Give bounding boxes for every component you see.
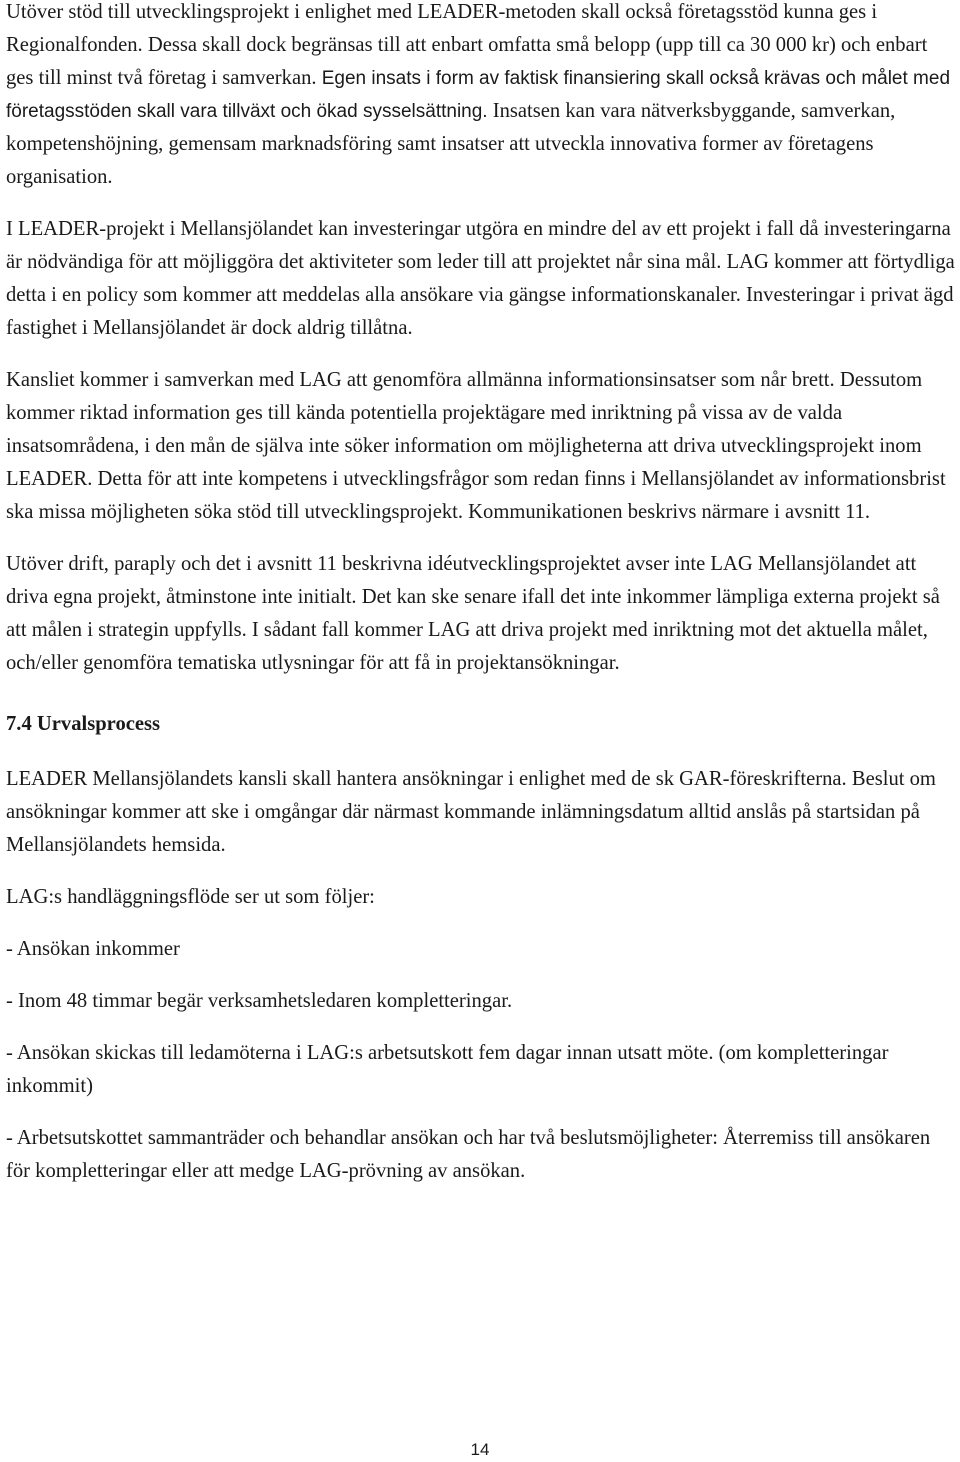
page-number: 14 bbox=[470, 1440, 490, 1459]
paragraph-handlaggningsflode-intro: LAG:s handläggningsflöde ser ut som följer: bbox=[6, 886, 375, 908]
list-item-ansokan-skickas: - Ansökan skickas till ledamöterna i LAG:s arbetsutskott fem dagar innan utsatt möte. (om kompletteringar inkommit) bbox=[6, 1042, 889, 1097]
paragraph-foretagsstod-part-1: Utöver stöd till utvecklingsprojekt i enlighet med LEADER-metoden skall också företagsstöd kunna ges i Regionalfonden. Dessa skall dock begränsas till att enbart omfatta små belopp (upp till ca 30 000 kr) och enbart ges till minst två företag i samverkan. bbox=[6, 1, 928, 89]
paragraph-investeringar: I LEADER-projekt i Mellansjölandet kan investeringar utgöra en mindre del av ett projekt i fall då investeringarna är nödvändiga för att möjliggöra det aktiviteter som leder till att projektet når sina mål. LAG kommer att förtydliga detta i en policy som kommer att meddelas alla ansökare via gängse informationskanaler. Investeringar i privat ägd fastighet i Mellansjölandet är dock aldrig tillåtna. bbox=[6, 218, 955, 339]
paragraph-foretagsstod-part-2: Egen insats i form av faktisk finansiering skall också krävas och målet med företagsstöden skall vara tillväxt och ökad sysselsättning. bbox=[6, 68, 951, 122]
paragraph-foretagsstod-part-3: Insatsen kan vara nätverksbyggande, samverkan, kompetenshöjning, gemensam marknadsföring samt insatser att utveckla innovativa former av företagens organisation. bbox=[6, 100, 896, 188]
document-page bbox=[6, 0, 956, 1188]
paragraph-foretagsstod bbox=[6, 0, 956, 194]
list-item-kompletteringar: - Inom 48 timmar begär verksamhetsledaren kompletteringar. bbox=[6, 990, 513, 1012]
paragraph-egna-projekt: Utöver drift, paraply och det i avsnitt 11 beskrivna idéutvecklingsprojektet avser inte LAG Mellansjölandet att driva egna projekt, åtminstone inte initialt. Det kan ske senare ifall det inte inkommer lämpliga externa projekt så att målen i strategin uppfylls. I sådant fall kommer LAG att driva projekt med inriktning mot det aktuella målet, och/eller genomföra tematiska utlysningar för att få in projektansökningar. bbox=[6, 553, 940, 674]
paragraph-urvalsprocess: LEADER Mellansjölandets kansli skall hantera ansökningar i enlighet med de sk GAR-föreskrifterna. Beslut om ansökningar kommer att ske i omgångar där närmast kommande inlämningsdatum alltid anslås på startsidan på Mellansjölandets hemsida. bbox=[6, 768, 936, 856]
list-item-ansokan-inkommer: - Ansökan inkommer bbox=[6, 938, 180, 960]
paragraph-informationsinsatser: Kansliet kommer i samverkan med LAG att genomföra allmänna informationsinsatser som når brett. Dessutom kommer riktad information ges till kända potentiella projektägare med inriktning på vissa av de valda insatsområdena, i den mån de själva inte söker information om möjligheterna att driva utvecklingsprojekt inom LEADER. Detta för att inte kompetens i utvecklingsfrågor som redan finns i Mellansjölandet av informationsbrist ska missa möjligheten söka stöd till utvecklingsprojekt. Kommunikationen beskrivs närmare i avsnitt 11. bbox=[6, 369, 946, 523]
section-heading: 7.4 Urvalsprocess bbox=[6, 713, 161, 735]
list-item-arbetsutskottet: - Arbetsutskottet sammanträder och behandlar ansökan och har två beslutsmöjligheter: Återremiss till ansökaren för kompletteringar eller att medge LAG-prövning av ansökan. bbox=[6, 1127, 931, 1182]
